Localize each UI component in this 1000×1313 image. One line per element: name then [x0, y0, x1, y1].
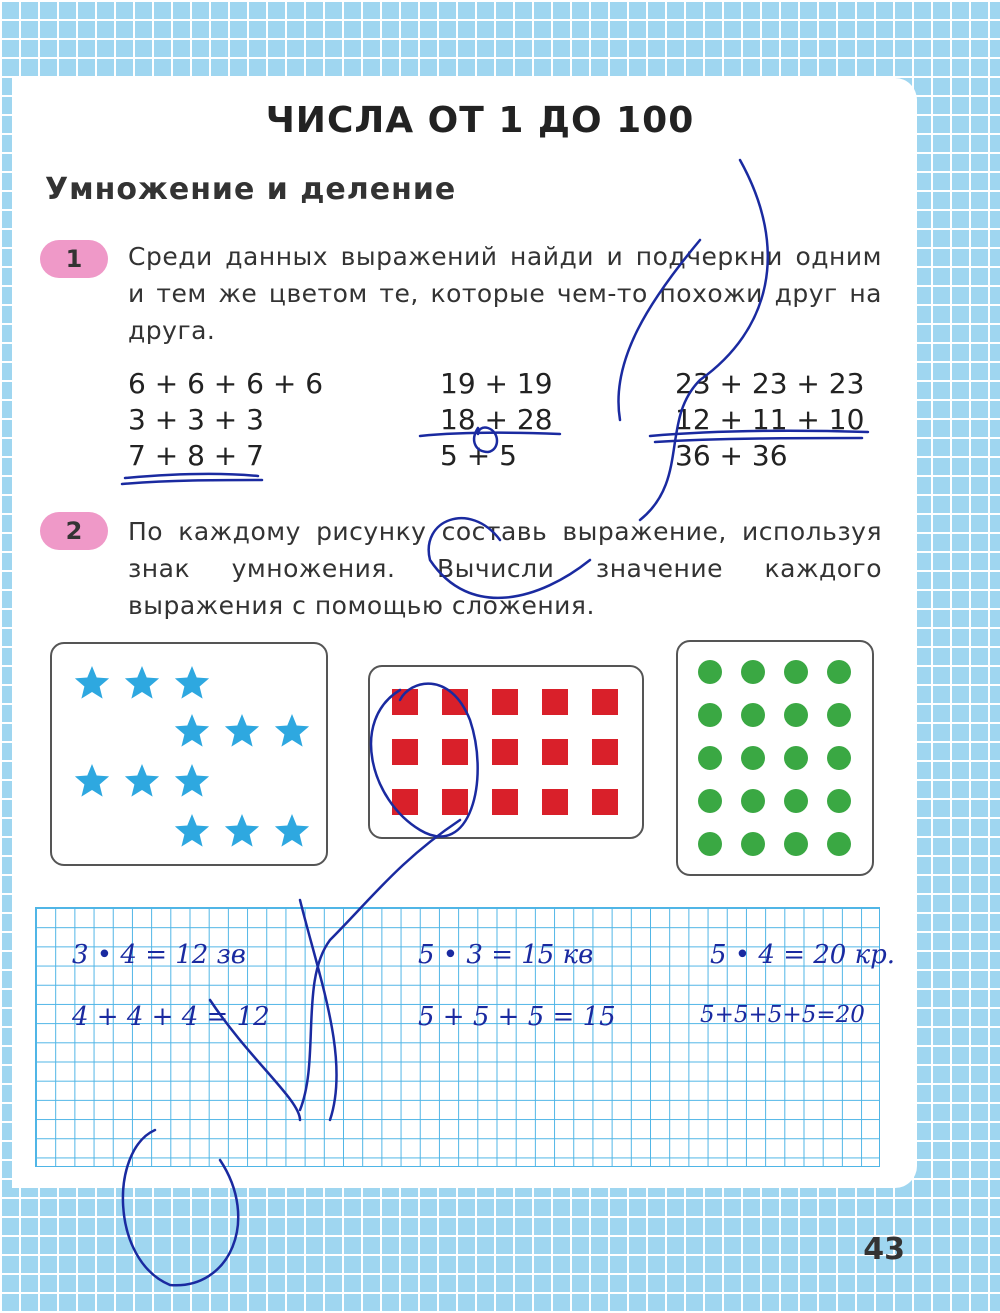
figure-squares-frame: [368, 665, 644, 839]
circle-icon: [698, 660, 722, 684]
task-1-column-2: [440, 366, 553, 474]
circle-icon: [698, 789, 722, 813]
figure-stars-frame: [50, 642, 328, 866]
star-icon: [175, 714, 209, 747]
square-icon: [392, 739, 418, 765]
squares-picture: [370, 667, 642, 837]
expression: 18 + 28: [440, 403, 553, 436]
handwritten-answer: 5 + 5 + 5 = 15: [418, 1002, 616, 1032]
handwritten-answer: 5+5+5+5=20: [700, 1002, 865, 1028]
figure-circles-frame: [676, 640, 874, 876]
circle-icon: [784, 789, 808, 813]
star-icon: [175, 764, 209, 797]
square-icon: [442, 689, 468, 715]
star-icon: [175, 814, 209, 847]
section-subtitle: Умножение и деление: [45, 172, 457, 207]
square-icon: [442, 789, 468, 815]
expression: 23 + 23 + 23: [675, 367, 865, 400]
task-1-column-1: [128, 366, 323, 474]
circle-icon: [784, 746, 808, 770]
circle-icon: [784, 703, 808, 727]
expression: 7 + 8 + 7: [128, 439, 264, 472]
handwritten-answer: 5 • 4 = 20 кр.: [710, 940, 896, 970]
square-icon: [392, 689, 418, 715]
star-icon: [75, 666, 109, 699]
circle-icon: [741, 703, 765, 727]
star-icon: [125, 666, 159, 699]
circle-icon: [827, 660, 851, 684]
star-icon: [175, 666, 209, 699]
square-icon: [592, 689, 618, 715]
circle-icon: [827, 832, 851, 856]
star-icon: [225, 714, 259, 747]
handwritten-answer: 5 • 3 = 15 кв: [418, 940, 594, 970]
circle-icon: [698, 832, 722, 856]
task-2-text: По каждому рисунку составь выражение, используя знак умножения. Вычисли значение каждого выражения с помощью сложения.: [128, 517, 882, 620]
square-icon: [442, 739, 468, 765]
task-1-column-3: [675, 366, 864, 474]
circle-icon: [827, 789, 851, 813]
star-icon: [275, 714, 309, 747]
page-title: ЧИСЛА ОТ 1 ДО 100: [265, 100, 695, 141]
expression: 19 + 19: [440, 367, 553, 400]
circle-icon: [741, 746, 765, 770]
circles-picture: [678, 642, 872, 874]
task-1-text: Среди данных выражений найди и подчеркни одним и тем же цветом те, которые чем-то похожи друг на друга.: [128, 242, 882, 345]
task-1-badge: 1: [40, 240, 108, 278]
square-icon: [542, 789, 568, 815]
square-icon: [592, 789, 618, 815]
circle-icon: [698, 746, 722, 770]
circle-icon: [741, 660, 765, 684]
expression: 3 + 3 + 3: [128, 403, 264, 436]
square-icon: [492, 689, 518, 715]
star-icon: [75, 764, 109, 797]
square-icon: [492, 789, 518, 815]
expression: 5 + 5: [440, 439, 517, 472]
handwritten-answer: 4 + 4 + 4 = 12: [72, 1002, 270, 1032]
square-icon: [492, 739, 518, 765]
star-icon: [225, 814, 259, 847]
circle-icon: [698, 703, 722, 727]
handwritten-answer: 3 • 4 = 12 зв: [72, 940, 246, 970]
page-number: 43: [863, 1232, 905, 1267]
expression: 36 + 36: [675, 439, 788, 472]
stars-picture: [52, 644, 326, 864]
circle-icon: [827, 703, 851, 727]
circle-icon: [784, 832, 808, 856]
square-icon: [592, 739, 618, 765]
expression: 12 + 11 + 10: [675, 403, 865, 436]
square-icon: [542, 689, 568, 715]
square-icon: [542, 739, 568, 765]
task-2-badge: 2: [40, 512, 108, 550]
expression: 6 + 6 + 6 + 6: [128, 367, 324, 400]
circle-icon: [784, 660, 808, 684]
circle-icon: [827, 746, 851, 770]
star-icon: [275, 814, 309, 847]
star-icon: [125, 764, 159, 797]
circle-icon: [741, 789, 765, 813]
square-icon: [392, 789, 418, 815]
circle-icon: [741, 832, 765, 856]
